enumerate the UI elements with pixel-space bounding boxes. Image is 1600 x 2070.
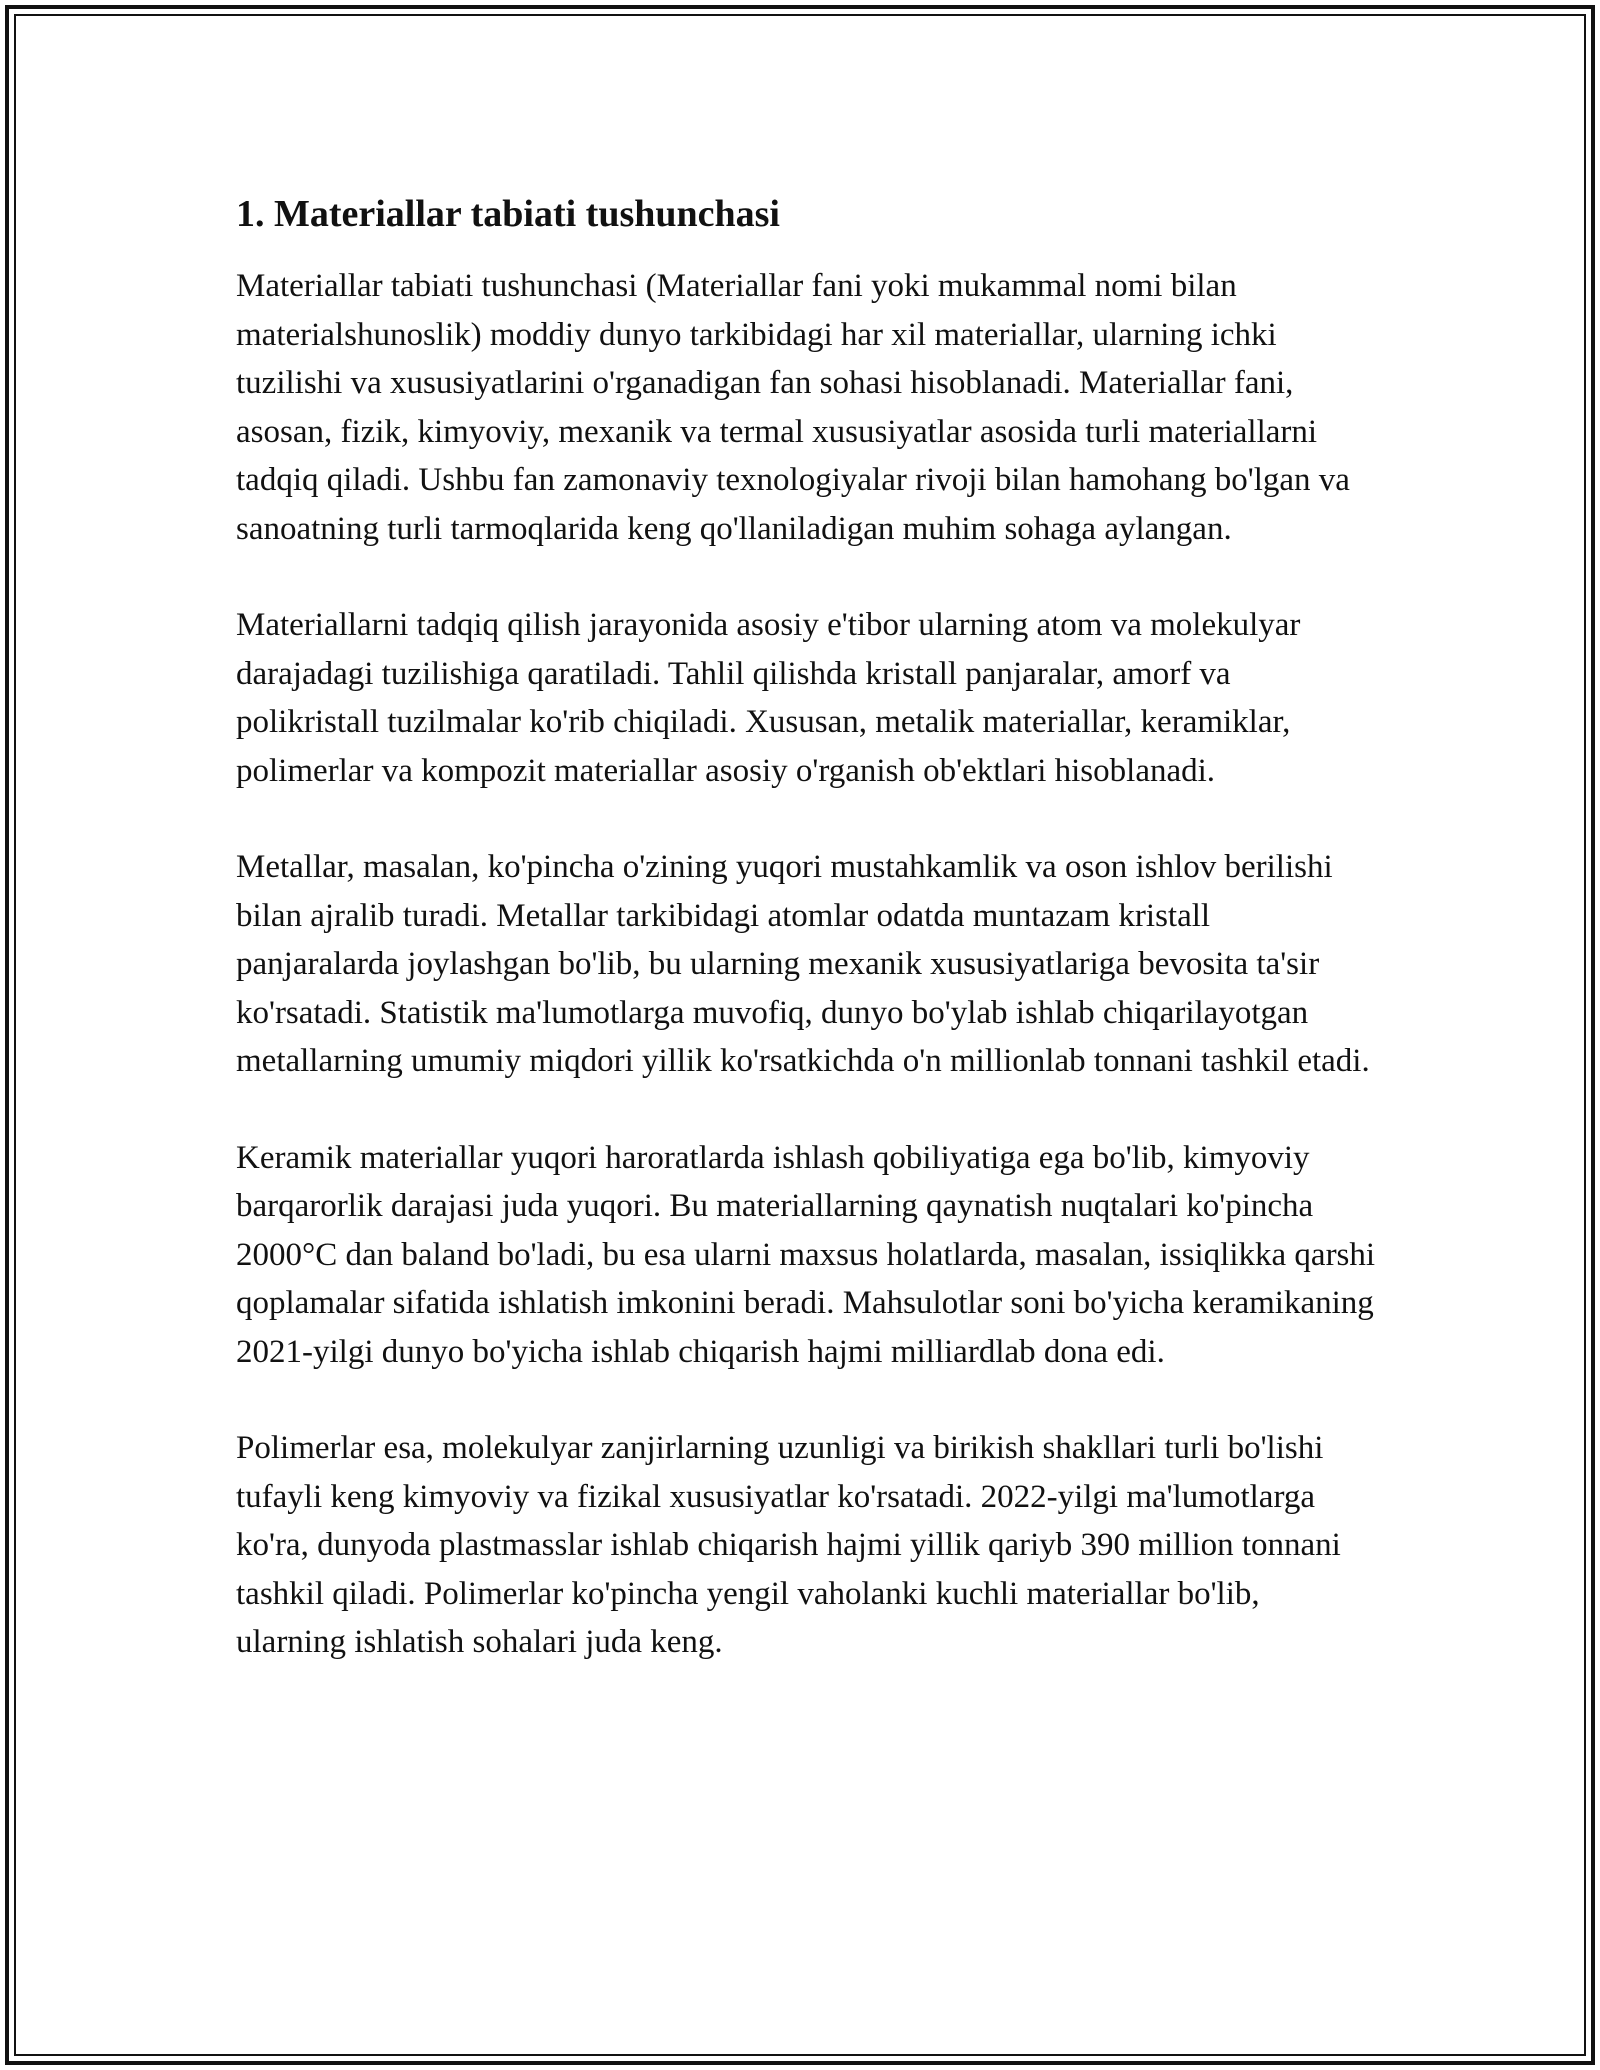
paragraph-polymers: Polimerlar esa, molekulyar zanjirlarning uzunligi va birikish shakllari turli bo'lishi tufayli keng kimyoviy va fizikal xususiyatlar ko'rsatadi. 2022-yilgi ma'lumotlarga ko'ra, dunyoda plastmasslar ishlab chiqarish hajmi yillik qariyb 390 million tonnani tashkil qiladi. Polimerlar ko'pincha yengil vaholanki kuchli materiallar bo'lib, ularning ishlatish sohalari juda keng. <box>236 1430 1341 1660</box>
paragraph-intro: Materiallar tabiati tushunchasi (Materiallar fani yoki mukammal nomi bilan materialshunoslik) moddiy dunyo tarkibidagi har xil materiallar, ularning ichki tuzilishi va xususiyatlarini o'rganadigan fan sohasi hisoblanadi. Materiallar fani, asosan, fizik, kimyoviy, mexanik va termal xususiyatlar asosida turli materiallarni tadqiq qiladi. Ushbu fan zamonaviy texnologiyalar rivoji bilan hamohang bo'lgan va sanoatning turli tarmoqlarida keng qo'llaniladigan muhim sohaga aylangan. <box>236 268 1350 547</box>
paragraph-structure: Materiallarni tadqiq qilish jarayonida asosiy e'tibor ularning atom va molekulyar darajadagi tuzilishiga qaratiladi. Tahlil qilishda kristall panjaralar, amorf va polikristall tuzilmalar ko'rib chiqiladi. Xususan, metalik materiallar, keramiklar, polimerlar va kompozit materiallar asosiy o'rganish ob'ektlari hisoblanadi. <box>236 607 1301 789</box>
section-heading: 1. Materiallar tabiati tushunchasi <box>236 193 780 235</box>
paragraph-ceramics: Keramik materiallar yuqori haroratlarda ishlash qobiliyatiga ega bo'lib, kimyoviy barqarorlik darajasi juda yuqori. Bu materiallarning qaynatish nuqtalari ko'pincha 2000°C dan baland bo'ladi, bu esa ularni maxsus holatlarda, masalan, issiqlikka qarshi qoplamalar sifatida ishlatish imkonini beradi. Mahsulotlar soni bo'yicha keramikaning 2021-yilgi dunyo bo'yicha ishlab chiqarish hajmi milliardlab dona edi. <box>236 1139 1376 1370</box>
paragraph-metals: Metallar, masalan, ko'pincha o'zining yuqori mustahkamlik va oson ishlov berilishi bilan ajralib turadi. Metallar tarkibidagi atomlar odatda muntazam kristall panjaralarda joylashgan bo'lib, bu ularning mexanik xususiyatlariga bevosita ta'sir ko'rsatadi. Statistik ma'lumotlarga muvofiq, dunyo bo'ylab ishlab chiqarilayotgan metallarning umumiy miqdori yillik ko'rsatkichda o'n millionlab tonnani tashkil etadi. <box>236 849 1370 1079</box>
document-body <box>236 186 1376 1715</box>
